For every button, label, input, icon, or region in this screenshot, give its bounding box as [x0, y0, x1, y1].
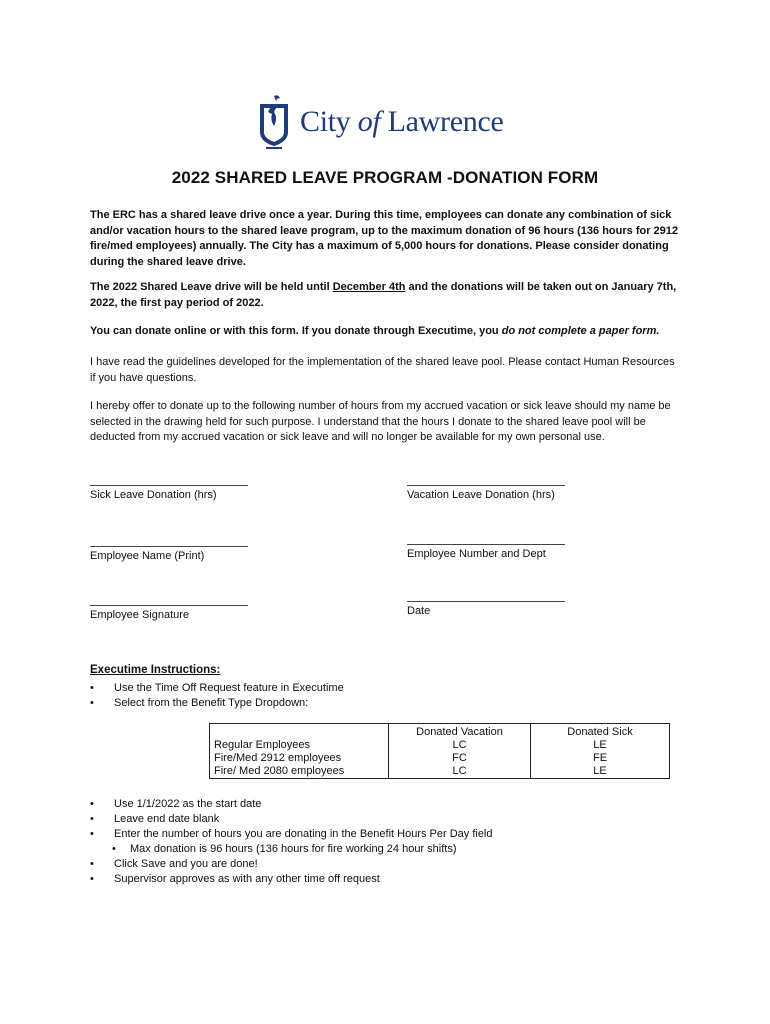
table-cell: LC — [452, 739, 467, 751]
table-cell: LC — [389, 765, 531, 779]
table-cell: LE — [531, 765, 670, 779]
list-item: • Select from the Benefit Type Dropdown: — [90, 696, 344, 711]
employee-signature-line[interactable] — [90, 605, 248, 606]
benefit-type-table — [209, 723, 670, 779]
logo-wordmark: City of Lawrence — [300, 105, 504, 138]
list-item: • Enter the number of hours you are donating in the Benefit Hours Per Day field — [90, 827, 493, 842]
table-row — [210, 724, 670, 753]
list-item: • Click Save and you are done! — [90, 857, 380, 872]
table-row — [210, 765, 670, 779]
table-cell-label: Fire/Med 2912 employees — [210, 752, 389, 765]
drive-paragraph: The 2022 Shared Leave drive will be held until December 4th and the donations will be taken out on January 7th, 2022, the first pay period of 2022. — [90, 281, 677, 309]
date-label: Date — [407, 605, 431, 617]
employee-number-label: Employee Number and Dept — [407, 548, 546, 560]
table-header-sick: Donated Sick — [567, 726, 633, 738]
instructions-list-top — [90, 681, 344, 711]
employee-number-line[interactable] — [407, 544, 565, 545]
city-seal-icon — [256, 92, 296, 152]
list-item: • Leave end date blank — [90, 812, 493, 827]
date-line[interactable] — [407, 601, 565, 602]
employee-signature-label: Employee Signature — [90, 609, 190, 621]
online-paragraph: You can donate online or with this form. If you donate through Executime, you do not complete a paper form. — [90, 325, 660, 337]
instructions-title: Executime Instructions: — [90, 664, 221, 676]
employee-name-label: Employee Name (Print) — [90, 550, 205, 562]
offer-paragraph: I hereby offer to donate up to the following number of hours from my accrued vacation or sick leave should my name be selected in the drawing held for such purpose. I understand that the hours I donate to the shared leave pool will be deducted from my accrued vacation or sick leave and will no longer be available for my own personal use. — [90, 400, 671, 443]
table-cell-label: Regular Employees — [214, 739, 310, 751]
guidelines-paragraph: I have read the guidelines developed for the implementation of the shared leave pool. Please contact Human Resources if you have questions. — [90, 356, 675, 384]
table-cell: FE — [531, 752, 670, 765]
employee-name-line[interactable] — [90, 546, 248, 547]
intro-paragraph: The ERC has a shared leave drive once a year. During this time, employees can donate any combination of sick and/or vacation hours to the shared leave program, up to the maximum donation of 96 hours (136 hours for 2912 fire/med employees) annually. The City has a maximum of 5,000 hours for donations. Please consider donating during the shared leave drive. — [90, 209, 679, 268]
page-title: 2022 SHARED LEAVE PROGRAM -DONATION FORM — [171, 168, 599, 187]
instructions-sublist — [90, 842, 457, 857]
sick-leave-label: Sick Leave Donation (hrs) — [90, 489, 217, 501]
list-item: • Supervisor approves as with any other time off request — [90, 872, 380, 887]
table-header-vacation: Donated Vacation — [416, 726, 503, 738]
vacation-leave-line[interactable] — [407, 485, 565, 486]
sick-leave-line[interactable] — [90, 485, 248, 486]
drive-date: December 4th — [332, 281, 406, 293]
list-item: • Use the Time Off Request feature in Executime — [90, 681, 344, 696]
vacation-leave-label: Vacation Leave Donation (hrs) — [407, 489, 555, 501]
table-cell: FC — [389, 752, 531, 765]
table-cell: LE — [593, 739, 607, 751]
city-logo — [256, 92, 526, 156]
table-row — [210, 752, 670, 765]
table-cell-label: Fire/ Med 2080 employees — [210, 765, 389, 779]
list-item: • Max donation is 96 hours (136 hours for fire working 24 hour shifts) — [90, 842, 457, 857]
instructions-list-bottom — [90, 797, 493, 842]
instructions-list-last — [90, 857, 380, 887]
list-item: • Use 1/1/2022 as the start date — [90, 797, 493, 812]
